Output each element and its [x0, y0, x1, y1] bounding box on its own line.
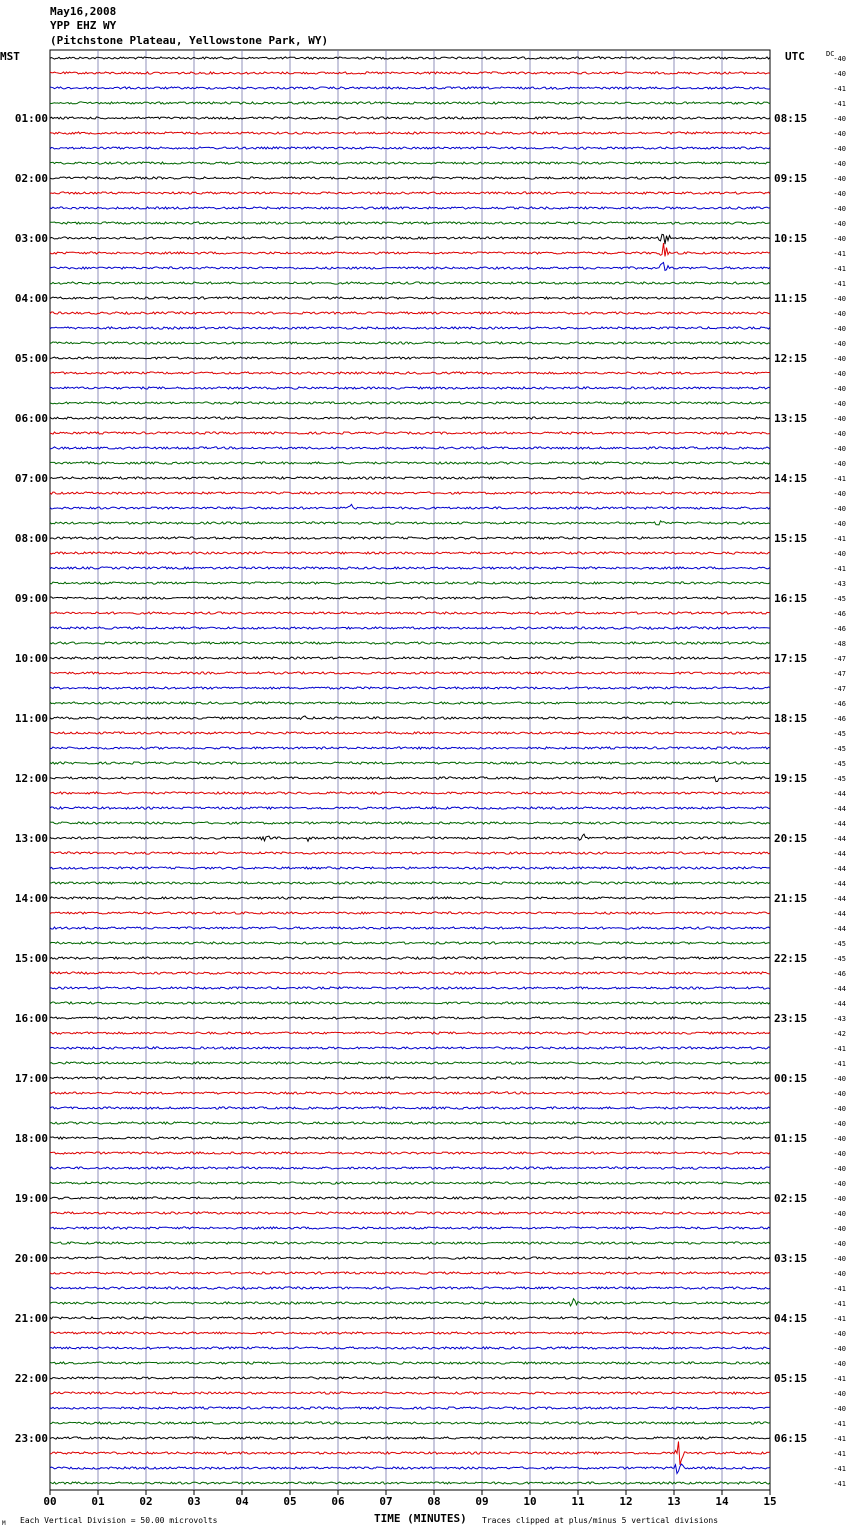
x-tick-label: 02 — [139, 1495, 153, 1508]
dc-label: DC — [826, 50, 835, 58]
trace-line — [50, 327, 770, 329]
trace-line — [50, 687, 770, 689]
dc-offset-label: -44 — [833, 925, 846, 933]
trace-line — [50, 1047, 770, 1049]
trace-line — [50, 477, 770, 479]
dc-offset-label: -40 — [833, 1360, 846, 1368]
trace-line — [50, 1377, 770, 1379]
trace-line — [50, 716, 770, 719]
dc-offset-label: -40 — [833, 415, 846, 423]
dc-offset-label: -41 — [833, 1420, 846, 1428]
mst-hour-label: 11:00 — [14, 712, 48, 725]
mst-hour-label: 08:00 — [14, 532, 48, 545]
dc-offset-label: -48 — [833, 640, 846, 648]
dc-offset-label: -41 — [833, 1480, 846, 1488]
trace-line — [50, 263, 770, 271]
utc-hour-label: 05:15 — [774, 1372, 808, 1385]
trace-line — [50, 912, 770, 914]
dc-offset-label: -41 — [833, 1045, 846, 1053]
dc-offset-label: -41 — [833, 265, 846, 273]
dc-offset-label: -40 — [833, 430, 846, 438]
trace-line — [50, 807, 770, 809]
trace-line — [50, 927, 770, 929]
dc-offset-label: -41 — [833, 280, 846, 288]
mst-hour-label: 21:00 — [14, 1312, 48, 1325]
x-tick-label: 03 — [187, 1495, 201, 1508]
trace-line — [50, 1437, 770, 1439]
utc-hour-label: 22:15 — [774, 952, 808, 965]
dc-offset-label: -45 — [833, 760, 846, 768]
x-tick-label: 08 — [427, 1495, 441, 1508]
mst-hour-label: 14:00 — [14, 892, 48, 905]
dc-offset-label: -40 — [833, 1090, 846, 1098]
dc-offset-label: -41 — [833, 535, 846, 543]
mst-hour-label: 02:00 — [14, 172, 48, 185]
utc-hour-label: 13:15 — [774, 412, 808, 425]
trace-line — [50, 612, 770, 614]
dc-offset-label: -40 — [833, 1105, 846, 1113]
dc-offset-label: -40 — [833, 490, 846, 498]
dc-offset-label: -46 — [833, 610, 846, 618]
dc-offset-label: -44 — [833, 1000, 846, 1008]
x-tick-label: 15 — [763, 1495, 777, 1508]
trace-line — [50, 1077, 770, 1079]
dc-offset-label: -41 — [833, 1465, 846, 1473]
dc-offset-label: -45 — [833, 955, 846, 963]
trace-group — [50, 57, 770, 1485]
dc-offset-label: -46 — [833, 625, 846, 633]
trace-line — [50, 732, 770, 734]
utc-hour-label: 15:15 — [774, 532, 808, 545]
trace-line — [50, 972, 770, 974]
mst-hour-label: 07:00 — [14, 472, 48, 485]
mst-axis-title: MST — [0, 50, 20, 63]
dc-offset-label: -44 — [833, 790, 846, 798]
dc-offset-label: -40 — [833, 1120, 846, 1128]
utc-hour-label: 20:15 — [774, 832, 808, 845]
trace-line — [50, 582, 770, 584]
utc-hour-label: 03:15 — [774, 1252, 808, 1265]
dc-offset-label: -45 — [833, 730, 846, 738]
utc-hour-label: 12:15 — [774, 352, 808, 365]
trace-line — [50, 312, 770, 314]
dc-offset-label: -41 — [833, 1300, 846, 1308]
dc-offset-label: -44 — [833, 805, 846, 813]
trace-line — [50, 1227, 770, 1229]
dc-offset-label: -40 — [833, 145, 846, 153]
trace-line — [50, 243, 770, 256]
trace-line — [50, 882, 770, 884]
dc-offset-label: -40 — [833, 1075, 846, 1083]
trace-line — [50, 297, 770, 299]
dc-offset-label: -40 — [833, 1150, 846, 1158]
x-tick-label: 12 — [619, 1495, 633, 1508]
dc-offset-label: -44 — [833, 850, 846, 858]
trace-line — [50, 1407, 770, 1409]
mst-hour-label: 04:00 — [14, 292, 48, 305]
dc-offset-label: -40 — [833, 400, 846, 408]
dc-offset-label: -40 — [833, 190, 846, 198]
trace-line — [50, 207, 770, 209]
trace-line — [50, 1287, 770, 1289]
trace-line — [50, 822, 770, 824]
dc-offset-label: -45 — [833, 595, 846, 603]
trace-line — [50, 192, 770, 194]
x-tick-label: 06 — [331, 1495, 345, 1508]
trace-line — [50, 672, 770, 674]
utc-hour-label: 16:15 — [774, 592, 808, 605]
trace-line — [50, 132, 770, 134]
dc-offset-label: -40 — [833, 1390, 846, 1398]
utc-hour-label: 19:15 — [774, 772, 808, 785]
utc-axis-title: UTC — [785, 50, 805, 63]
trace-line — [50, 1122, 770, 1124]
utc-hour-label: 11:15 — [774, 292, 808, 305]
utc-hour-label: 14:15 — [774, 472, 808, 485]
dc-offset-label: -40 — [833, 235, 846, 243]
dc-offset-label: -40 — [833, 1135, 846, 1143]
x-axis-title: TIME (MINUTES) — [374, 1512, 467, 1525]
mst-hour-label: 10:00 — [14, 652, 48, 665]
dc-offset-label: -41 — [833, 1435, 846, 1443]
trace-line — [50, 627, 770, 629]
trace-line — [50, 432, 770, 434]
trace-line — [50, 447, 770, 449]
trace-line — [50, 642, 770, 644]
dc-offset-label: -40 — [833, 1210, 846, 1218]
dc-offset-label: -40 — [833, 160, 846, 168]
trace-line — [50, 462, 770, 464]
trace-line — [50, 1392, 770, 1394]
trace-line — [50, 492, 770, 494]
utc-hour-label: 17:15 — [774, 652, 808, 665]
trace-line — [50, 177, 770, 179]
utc-hour-label: 08:15 — [774, 112, 808, 125]
trace-line — [50, 1182, 770, 1184]
trace-line — [50, 1152, 770, 1154]
mst-hour-label: 18:00 — [14, 1132, 48, 1145]
x-tick-label: 13 — [667, 1495, 681, 1508]
trace-line — [50, 357, 770, 359]
mst-hour-label: 15:00 — [14, 952, 48, 965]
trace-line — [50, 1242, 770, 1244]
mst-hour-label: 23:00 — [14, 1432, 48, 1445]
dc-offset-label: -41 — [833, 1060, 846, 1068]
dc-offset-label: -44 — [833, 910, 846, 918]
dc-offset-label: -40 — [833, 175, 846, 183]
mst-hour-label: 09:00 — [14, 592, 48, 605]
trace-line — [50, 57, 770, 60]
dc-offset-label: -42 — [833, 1030, 846, 1038]
utc-hour-label: 04:15 — [774, 1312, 808, 1325]
logo-mark: M — [2, 1520, 6, 1527]
dc-offset-label: -40 — [833, 385, 846, 393]
dc-offset-label: -45 — [833, 775, 846, 783]
dc-offset-label: -44 — [833, 865, 846, 873]
trace-line — [50, 222, 770, 224]
trace-line — [50, 1422, 770, 1424]
dc-offset-label: -40 — [833, 325, 846, 333]
mst-hour-label: 17:00 — [14, 1072, 48, 1085]
trace-line — [50, 387, 770, 389]
dc-offset-label: -40 — [833, 1255, 846, 1263]
dc-offset-label: -40 — [833, 340, 846, 348]
dc-offset-label: -47 — [833, 670, 846, 678]
utc-hour-label: 06:15 — [774, 1432, 808, 1445]
axis-labels — [15, 55, 846, 1508]
dc-offset-label: -40 — [833, 1345, 846, 1353]
x-tick-label: 11 — [571, 1495, 585, 1508]
trace-line — [50, 834, 770, 841]
trace-line — [50, 234, 770, 244]
dc-offset-label: -41 — [833, 250, 846, 258]
trace-line — [50, 702, 770, 704]
trace-line — [50, 521, 770, 525]
dc-offset-label: -40 — [833, 70, 846, 78]
trace-line — [50, 1092, 770, 1094]
dc-offset-label: -40 — [833, 1195, 846, 1203]
utc-hour-label: 00:15 — [774, 1072, 808, 1085]
trace-line — [50, 1062, 770, 1064]
dc-offset-label: -40 — [833, 1240, 846, 1248]
dc-offset-label: -44 — [833, 895, 846, 903]
dc-offset-label: -40 — [833, 1405, 846, 1413]
trace-line — [50, 147, 770, 149]
dc-offset-label: -41 — [833, 100, 846, 108]
x-tick-label: 07 — [379, 1495, 393, 1508]
dc-offset-label: -46 — [833, 715, 846, 723]
x-tick-label: 00 — [43, 1495, 57, 1508]
mst-hour-label: 01:00 — [14, 112, 48, 125]
mst-hour-label: 22:00 — [14, 1372, 48, 1385]
trace-line — [50, 1197, 770, 1199]
trace-line — [50, 282, 770, 284]
trace-line — [50, 1299, 770, 1306]
trace-line — [50, 1257, 770, 1259]
dc-offset-label: -45 — [833, 940, 846, 948]
dc-offset-label: -46 — [833, 970, 846, 978]
trace-line — [50, 117, 770, 119]
dc-offset-label: -40 — [833, 115, 846, 123]
trace-line — [50, 72, 770, 74]
utc-hour-label: 21:15 — [774, 892, 808, 905]
x-tick-label: 10 — [523, 1495, 537, 1508]
dc-offset-label: -43 — [833, 1015, 846, 1023]
dc-offset-label: -40 — [833, 205, 846, 213]
trace-line — [50, 942, 770, 944]
trace-line — [50, 1017, 770, 1019]
trace-line — [50, 1317, 770, 1319]
dc-offset-label: -40 — [833, 550, 846, 558]
dc-offset-label: -40 — [833, 1270, 846, 1278]
trace-line — [50, 957, 770, 959]
mst-hour-label: 16:00 — [14, 1012, 48, 1025]
trace-line — [50, 987, 770, 989]
utc-hour-label: 18:15 — [774, 712, 808, 725]
trace-line — [50, 1167, 770, 1169]
scale-note: Each Vertical Division = 50.00 microvolts — [20, 1516, 218, 1525]
dc-offset-label: -41 — [833, 1285, 846, 1293]
grid-lines — [50, 50, 770, 1495]
trace-line — [50, 504, 770, 509]
x-tick-label: 04 — [235, 1495, 249, 1508]
dc-offset-label: -40 — [833, 1180, 846, 1188]
trace-line — [50, 1107, 770, 1109]
trace-line — [50, 1362, 770, 1364]
utc-hour-label: 09:15 — [774, 172, 808, 185]
x-tick-label: 14 — [715, 1495, 729, 1508]
dc-offset-label: -44 — [833, 820, 846, 828]
trace-line — [50, 1002, 770, 1004]
x-tick-label: 01 — [91, 1495, 105, 1508]
utc-hour-label: 10:15 — [774, 232, 808, 245]
trace-line — [50, 102, 770, 104]
dc-offset-label: -41 — [833, 475, 846, 483]
dc-offset-label: -40 — [833, 130, 846, 138]
mst-hour-label: 03:00 — [14, 232, 48, 245]
dc-offset-label: -40 — [833, 370, 846, 378]
dc-offset-label: -44 — [833, 880, 846, 888]
dc-offset-label: -40 — [833, 1225, 846, 1233]
trace-line — [50, 162, 770, 164]
trace-line — [50, 552, 770, 554]
trace-line — [50, 1464, 770, 1473]
trace-line — [50, 342, 770, 344]
trace-line — [50, 1347, 770, 1349]
trace-line — [50, 762, 770, 764]
dc-offset-label: -41 — [833, 565, 846, 573]
trace-line — [50, 1332, 770, 1334]
trace-line — [50, 747, 770, 749]
mst-hour-label: 12:00 — [14, 772, 48, 785]
trace-line — [50, 777, 770, 782]
trace-line — [50, 372, 770, 374]
x-tick-label: 09 — [475, 1495, 489, 1508]
trace-line — [50, 897, 770, 899]
dc-offset-label: -40 — [833, 445, 846, 453]
mst-hour-label: 13:00 — [14, 832, 48, 845]
dc-offset-label: -41 — [833, 1315, 846, 1323]
utc-hour-label: 01:15 — [774, 1132, 808, 1145]
trace-line — [50, 537, 770, 539]
station-label: YPP EHZ WY — [50, 19, 117, 32]
dc-offset-label: -47 — [833, 655, 846, 663]
dc-offset-label: -44 — [833, 985, 846, 993]
dc-offset-label: -40 — [833, 220, 846, 228]
dc-offset-label: -45 — [833, 745, 846, 753]
trace-line — [50, 1137, 770, 1139]
dc-offset-label: -40 — [833, 55, 846, 63]
dc-offset-label: -40 — [833, 295, 846, 303]
trace-line — [50, 567, 770, 569]
trace-line — [50, 792, 770, 794]
trace-line — [50, 1272, 770, 1274]
dc-offset-label: -46 — [833, 700, 846, 708]
mst-hour-label: 06:00 — [14, 412, 48, 425]
date-label: May16,2008 — [50, 5, 117, 18]
trace-line — [50, 852, 770, 854]
dc-offset-label: -40 — [833, 460, 846, 468]
trace-line — [50, 1442, 770, 1465]
mst-hour-label: 20:00 — [14, 1252, 48, 1265]
trace-line — [50, 417, 770, 419]
trace-line — [50, 1212, 770, 1214]
dc-offset-label: -40 — [833, 310, 846, 318]
dc-offset-label: -40 — [833, 1330, 846, 1338]
dc-offset-label: -40 — [833, 505, 846, 513]
x-tick-label: 05 — [283, 1495, 297, 1508]
mst-hour-label: 05:00 — [14, 352, 48, 365]
clip-note: Traces clipped at plus/minus 5 vertical divisions — [482, 1516, 719, 1525]
dc-offset-label: -44 — [833, 835, 846, 843]
mst-hour-label: 19:00 — [14, 1192, 48, 1205]
trace-line — [50, 867, 770, 869]
dc-offset-label: -41 — [833, 85, 846, 93]
location-label: (Pitchstone Plateau, Yellowstone Park, WY) — [50, 34, 329, 47]
trace-line — [50, 657, 770, 659]
dc-offset-label: -41 — [833, 1375, 846, 1383]
dc-offset-label: -40 — [833, 520, 846, 528]
trace-line — [50, 1482, 770, 1484]
dc-offset-label: -40 — [833, 1165, 846, 1173]
dc-offset-label: -43 — [833, 580, 846, 588]
trace-line — [50, 87, 770, 89]
utc-hour-label: 02:15 — [774, 1192, 808, 1205]
utc-hour-label: 23:15 — [774, 1012, 808, 1025]
trace-line — [50, 597, 770, 599]
trace-line — [50, 1032, 770, 1034]
trace-line — [50, 402, 770, 404]
dc-offset-label: -40 — [833, 355, 846, 363]
dc-offset-label: -41 — [833, 1450, 846, 1458]
dc-offset-label: -47 — [833, 685, 846, 693]
